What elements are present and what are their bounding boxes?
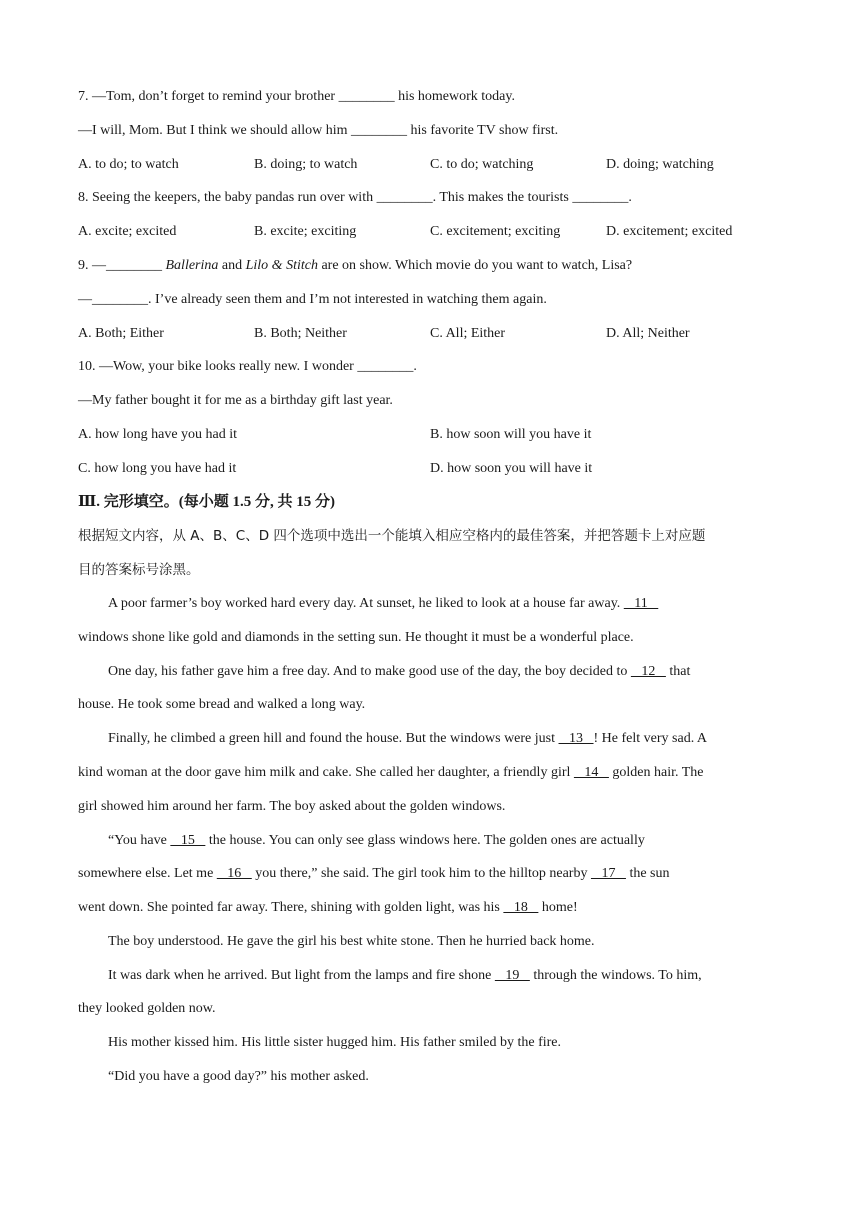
passage-line [108, 594, 658, 614]
blank-12: 12 [630, 664, 666, 679]
q7-reply: —I will, Mom. But I think we should allow him ________ his favorite TV show first. [78, 123, 559, 138]
section-title: Ⅲ. 完形填空。(每小题 1.5 分, 共 15 分) [78, 494, 336, 510]
passage-text: ! He felt very sad. A [593, 731, 708, 746]
section-instruction-2: 目的答案标号涂黑。 [78, 562, 200, 578]
passage-line: girl showed him around her farm. The boy asked about the golden windows. [78, 799, 506, 814]
q7-option-a: A. to do; to watch [78, 157, 179, 172]
blank-16: 16 [216, 866, 252, 881]
passage-line [78, 898, 578, 918]
passage-line [78, 763, 704, 783]
q8-option-a: A. excite; excited [78, 224, 177, 239]
passage-text: One day, his father gave him a free day. And to make good use of the day, the boy decided to [108, 664, 631, 679]
passage-line: house. He took some bread and walked a long way. [78, 697, 366, 712]
passage-text: A poor farmer’s boy worked hard every day. At sunset, he liked to look at a house far away. [108, 596, 624, 611]
passage-text: somewhere else. Let me [78, 866, 217, 881]
passage-line [78, 864, 670, 884]
q10-stem: 10. —Wow, your bike looks really new. I wonder ________. [78, 359, 417, 374]
passage-line [108, 662, 690, 682]
passage-text: golden hair. The [608, 765, 704, 780]
passage-line: “Did you have a good day?” his mother asked. [108, 1069, 369, 1084]
q9-rest: are on show. Which movie do you want to watch, Lisa? [317, 258, 633, 273]
blank-11: 11 [623, 596, 659, 611]
passage-text: It was dark when he arrived. But light from the lamps and fire shone [108, 968, 495, 983]
q9-option-c: C. All; Either [430, 326, 506, 341]
q7-option-d: D. doing; watching [606, 157, 714, 172]
q10-option-c: C. how long you have had it [78, 461, 237, 476]
q10-option-d: D. how soon you will have it [430, 461, 593, 476]
passage-text: the sun [625, 866, 670, 881]
passage-text: Finally, he climbed a green hill and found the house. But the windows were just [108, 731, 559, 746]
q9-option-a: A. Both; Either [78, 326, 164, 341]
q9-movie-1: Ballerina [165, 258, 219, 273]
blank-14: 14 [573, 765, 609, 780]
passage-line [108, 831, 645, 851]
passage-line: The boy understood. He gave the girl his best white stone. Then he hurried back home. [108, 934, 595, 949]
section-instruction-1: 根据短文内容，从 A、B、C、D 四个选项中选出一个能填入相应空格内的最佳答案，并把答题卡上对应题 [78, 528, 706, 544]
q9-blank: ________ [106, 258, 162, 273]
q8-option-b: B. excite; exciting [254, 224, 357, 239]
blank-18: 18 [503, 900, 539, 915]
passage-text: “You have [108, 833, 171, 848]
q9-stem [78, 256, 632, 276]
q7-option-b: B. doing; to watch [254, 157, 358, 172]
q8-stem: 8. Seeing the keepers, the baby pandas run over with ________. This makes the tourists ________. [78, 190, 632, 205]
q9-option-b: B. Both; Neither [254, 326, 347, 341]
q9-reply: —________. I’ve already seen them and I’m not interested in watching them again. [78, 292, 547, 307]
passage-text: that [665, 664, 691, 679]
blank-13: 13 [558, 731, 594, 746]
passage-line: His mother kissed him. His little sister hugged him. His father smiled by the fire. [108, 1035, 561, 1050]
passage-line [108, 966, 702, 986]
q7-option-c: C. to do; watching [430, 157, 534, 172]
passage-text: went down. She pointed far away. There, shining with golden light, was his [78, 900, 504, 915]
q9-and: and [218, 258, 246, 273]
q10-option-a: A. how long have you had it [78, 427, 238, 442]
q8-option-c: C. excitement; exciting [430, 224, 561, 239]
q8-option-d: D. excitement; excited [606, 224, 733, 239]
blank-15: 15 [170, 833, 206, 848]
passage-text: you there,” she said. The girl took him to the hilltop nearby [251, 866, 591, 881]
passage-text: home! [538, 900, 578, 915]
passage-text: kind woman at the door gave him milk and cake. She called her daughter, a friendly girl [78, 765, 574, 780]
blank-19: 19 [494, 968, 530, 983]
q10-reply: —My father bought it for me as a birthday gift last year. [78, 393, 393, 408]
q9-movie-2: Lilo & Stitch [245, 258, 318, 273]
q9-option-d: D. All; Neither [606, 326, 690, 341]
q9-prefix: 9. — [78, 258, 106, 273]
passage-line [108, 729, 707, 749]
q10-option-b: B. how soon will you have it [430, 427, 592, 442]
passage-line: windows shone like gold and diamonds in the setting sun. He thought it must be a wonderful place. [78, 630, 634, 645]
blank-17: 17 [590, 866, 626, 881]
passage-line: they looked golden now. [78, 1001, 216, 1016]
passage-text: the house. You can only see glass windows here. The golden ones are actually [205, 833, 645, 848]
q7-stem: 7. —Tom, don’t forget to remind your brother ________ his homework today. [78, 89, 515, 104]
passage-text: through the windows. To him, [529, 968, 702, 983]
